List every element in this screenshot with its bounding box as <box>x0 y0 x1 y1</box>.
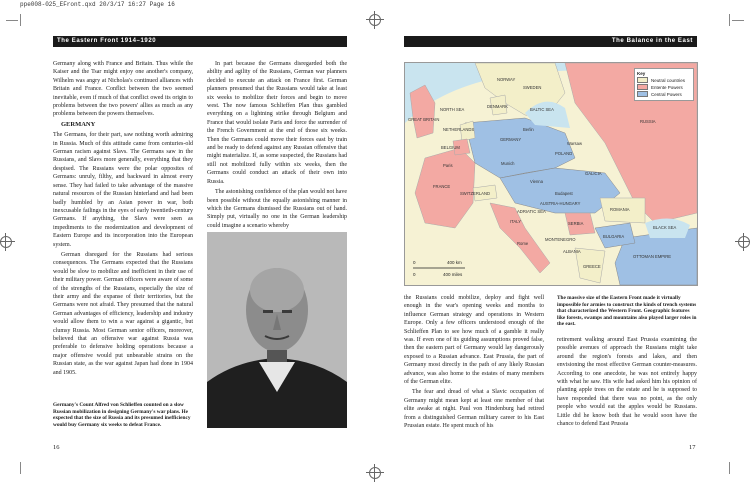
crop-mark <box>732 20 744 21</box>
scale-zero-km: 0 <box>413 260 416 265</box>
portrait-photo <box>207 232 347 428</box>
left-column-2 <box>207 60 347 232</box>
map-label: POLAND <box>555 151 573 156</box>
map-label: SERBIA <box>568 221 584 226</box>
map-key <box>634 68 694 101</box>
right-column-2 <box>557 336 697 430</box>
map-label: BALTIC SEA <box>530 107 554 112</box>
map-label: Munich <box>501 161 515 166</box>
map-label: RUSSIA <box>640 119 656 124</box>
map-key-title: Key <box>637 71 646 76</box>
map-label: GREAT BRITAIN <box>408 117 440 122</box>
map-label: NORTH SEA <box>440 107 465 112</box>
swatch-icon <box>637 84 648 90</box>
map-label: SWITZERLAND <box>460 191 491 196</box>
map-label: GERMANY <box>500 137 522 142</box>
map-label: FRANCE <box>433 184 451 189</box>
crop-mark <box>20 14 21 26</box>
map-label: MONTENEGRO <box>545 237 576 242</box>
portrait-illustration <box>207 232 347 428</box>
map-label: NETHERLANDS <box>443 127 475 132</box>
paragraph: The astonishing confidence of the plan would not have been possible without the equally astonishing manner in which the Germans dismissed the Russians out of hand. Simply put, virtually no one in the German leadership could imagine a scenario whereby <box>207 189 347 229</box>
paragraph: In part because the Germans disregarded both the ability and agility of the Russians, German war planners decided to execute an attack on France first. German planners presumed that the Russians would take at least six weeks to mobilize their forces and begin to move west. The now famous Schlieffen Plan thus gambled everything on a lightning strike through Belgium and France that would isolate Paris and force the surrender of the French Government at the end of those six weeks. Then the Germans could move their forces east by train and be ready to defend against any Russian offensive that might materialize. If, as some suspected, the Russians had still not mobilized fully within six weeks, then the Germans could conduct an attack of their own into Russia. <box>207 61 347 185</box>
registration-mark-icon <box>369 14 381 26</box>
slug-line: ppe008-025_EFront.qxd 20/3/17 16:27 Page 16 <box>20 1 175 8</box>
map-label: ALBANIA <box>563 249 581 254</box>
map-key-item: Entente Powers <box>637 84 691 90</box>
paragraph: The Germans, for their part, saw nothing worth admiring in Russia. Much of this attitude came from centuries-old German racism against Slavs. The Germans saw in the Russians, and Slavs more generally, everything that they despised. The Russians were the polar opposites of Germans: unruly, filthy, and backward in almost every sense. They had failed to take advantage of the massive natural resources of the Russian hinterland and had been badly humbled by an Asian power in war, both inexcusable failings in the eyes of early twentieth-century Germans. If anything, the Slavs were seen as impediments to the modernization and development of Eastern Europe and its incorporation into the European system. <box>53 132 193 248</box>
map-caption: The massive size of the Eastern Front made it virtually impossible for armies to construct the kinds of trench systems that characterized the Western Front. Geographic features like forests, swamps and mountains also played larger roles in the east. <box>557 295 697 328</box>
map-label: Budapest <box>555 191 573 196</box>
crop-mark <box>20 462 21 474</box>
section-heading: GERMANY <box>61 120 96 128</box>
map-key-item: Central Powers <box>637 91 691 97</box>
map-label: NORWAY <box>497 77 516 82</box>
scale-zero-miles: 0 <box>413 272 416 277</box>
paragraph: Germany along with France and Britain. Thus while the Kaiser and the Tsar might enjoy one another's company, Wilhelm was angry at Nicholas's continued alliances with Britain and France. Conflict between the two seemed inevitable, even if much of that conflict owed its origin to problems between the two powers' allies as much as any problems between the powers themselves. <box>53 61 193 118</box>
map-label: GALICIA <box>585 171 602 176</box>
map-label: Berlin <box>523 127 534 132</box>
map-label: BULGARIA <box>603 234 625 239</box>
crop-mark <box>729 14 730 26</box>
paragraph: the Russians could mobilize, deploy and fight well enough in the war's opening weeks and months to influence German strategy and operations in Western Europe. Only a few officers understood enough of the Schlieffen Plan to see how much of a gamble it really was. If even one of its guiding assumptions proved false, then the eastern part of Germany would lay dangerously exposed to a Russian advance. East Prussia, the part of Germany most directly in the path of any likely Russian advance, was also home to the estates of many members of the German elite. <box>404 295 544 386</box>
map-label: ROMANIA <box>610 207 630 212</box>
crop-mark <box>6 20 18 21</box>
scale-miles-label: 400 miles <box>443 272 463 277</box>
map-label: Paris <box>443 163 453 168</box>
swatch-icon <box>637 77 648 83</box>
paragraph: The fear and dread of what a Slavic occupation of Germany might mean kept at least one member of that elite awake at night. Paul von Hindenburg had retired from a distinguished German military career to his East Prussian estate. He spent much of his <box>404 389 544 430</box>
scale-km-label: 400 km <box>447 260 462 265</box>
map-label: Rome <box>517 241 529 246</box>
map-label: GREECE <box>583 264 601 269</box>
page-number-left: 16 <box>53 444 60 451</box>
right-column-1 <box>404 294 544 433</box>
europe-map <box>404 62 698 286</box>
map-label: OTTOMAN EMPIRE <box>633 254 672 259</box>
photo-caption: Germany's Count Alfred von Schlieffen counted on a slow Russian mobilization in designing Germany's war plans. He expected that the size of Russia and its presumed inefficiency would buy Germany six weeks to defeat France. <box>53 402 191 428</box>
paragraph: German disregard for the Russians had serious consequences. The Germans expected that the Russians would be slow to mobilize and inefficient in their use of their military power. German officers were aware of some of the strengths of the Russians, especially the size of their army and the expanse of their territories, but the Germans were not afraid. They presumed that the natural German advantages of efficiency, leadership and industry would allow them to win a war against a gigantic, but clumsy Russia. Most German senior officers, moreover, believed that an offensive war against Russia was preferable to defensive holding operations because a major offensive would put unbearable strains on the Russian state, as the war against Japan had done in 1904 and 1905. <box>53 251 193 376</box>
crop-mark <box>729 462 730 474</box>
map-key-item: Neutral countries <box>637 77 691 83</box>
map-label: ITALY <box>510 219 522 224</box>
registration-mark-icon <box>0 236 12 248</box>
map-label: Warsaw <box>567 141 582 146</box>
map-label: BELGIUM <box>441 145 460 150</box>
running-head-left: The Eastern Front 1914–1920 <box>53 36 347 47</box>
map-label: AUSTRIA-HUNGARY <box>540 201 581 206</box>
map-label: Vienna <box>530 179 543 184</box>
registration-mark-icon <box>369 467 381 479</box>
map-label: ADRIATIC SEA <box>517 209 546 214</box>
paragraph: retirement walking around East Prussia examining the possible avenues of approach the Russians might take around the region's forests and lakes, and then envisioning the most effective German counter-measures. According to one anecdote, he was not entirely happy with what he saw. His wife had asked him his opinion of planting apple trees on the estate and he is supposed to have responded that there was no point, as the only people who would eat the apples would be Russians. Little did he know both that he would soon have the chance to defend East Prussia <box>557 337 697 428</box>
map-label: BLACK SEA <box>653 225 677 230</box>
page-number-right: 17 <box>689 444 696 451</box>
map-label: DENMARK <box>487 104 508 109</box>
left-column-1 <box>53 60 193 379</box>
map-label: SWEDEN <box>523 85 542 90</box>
registration-mark-icon <box>738 236 750 248</box>
running-head-right: The Balance in the East <box>404 36 697 47</box>
swatch-icon <box>637 91 648 97</box>
